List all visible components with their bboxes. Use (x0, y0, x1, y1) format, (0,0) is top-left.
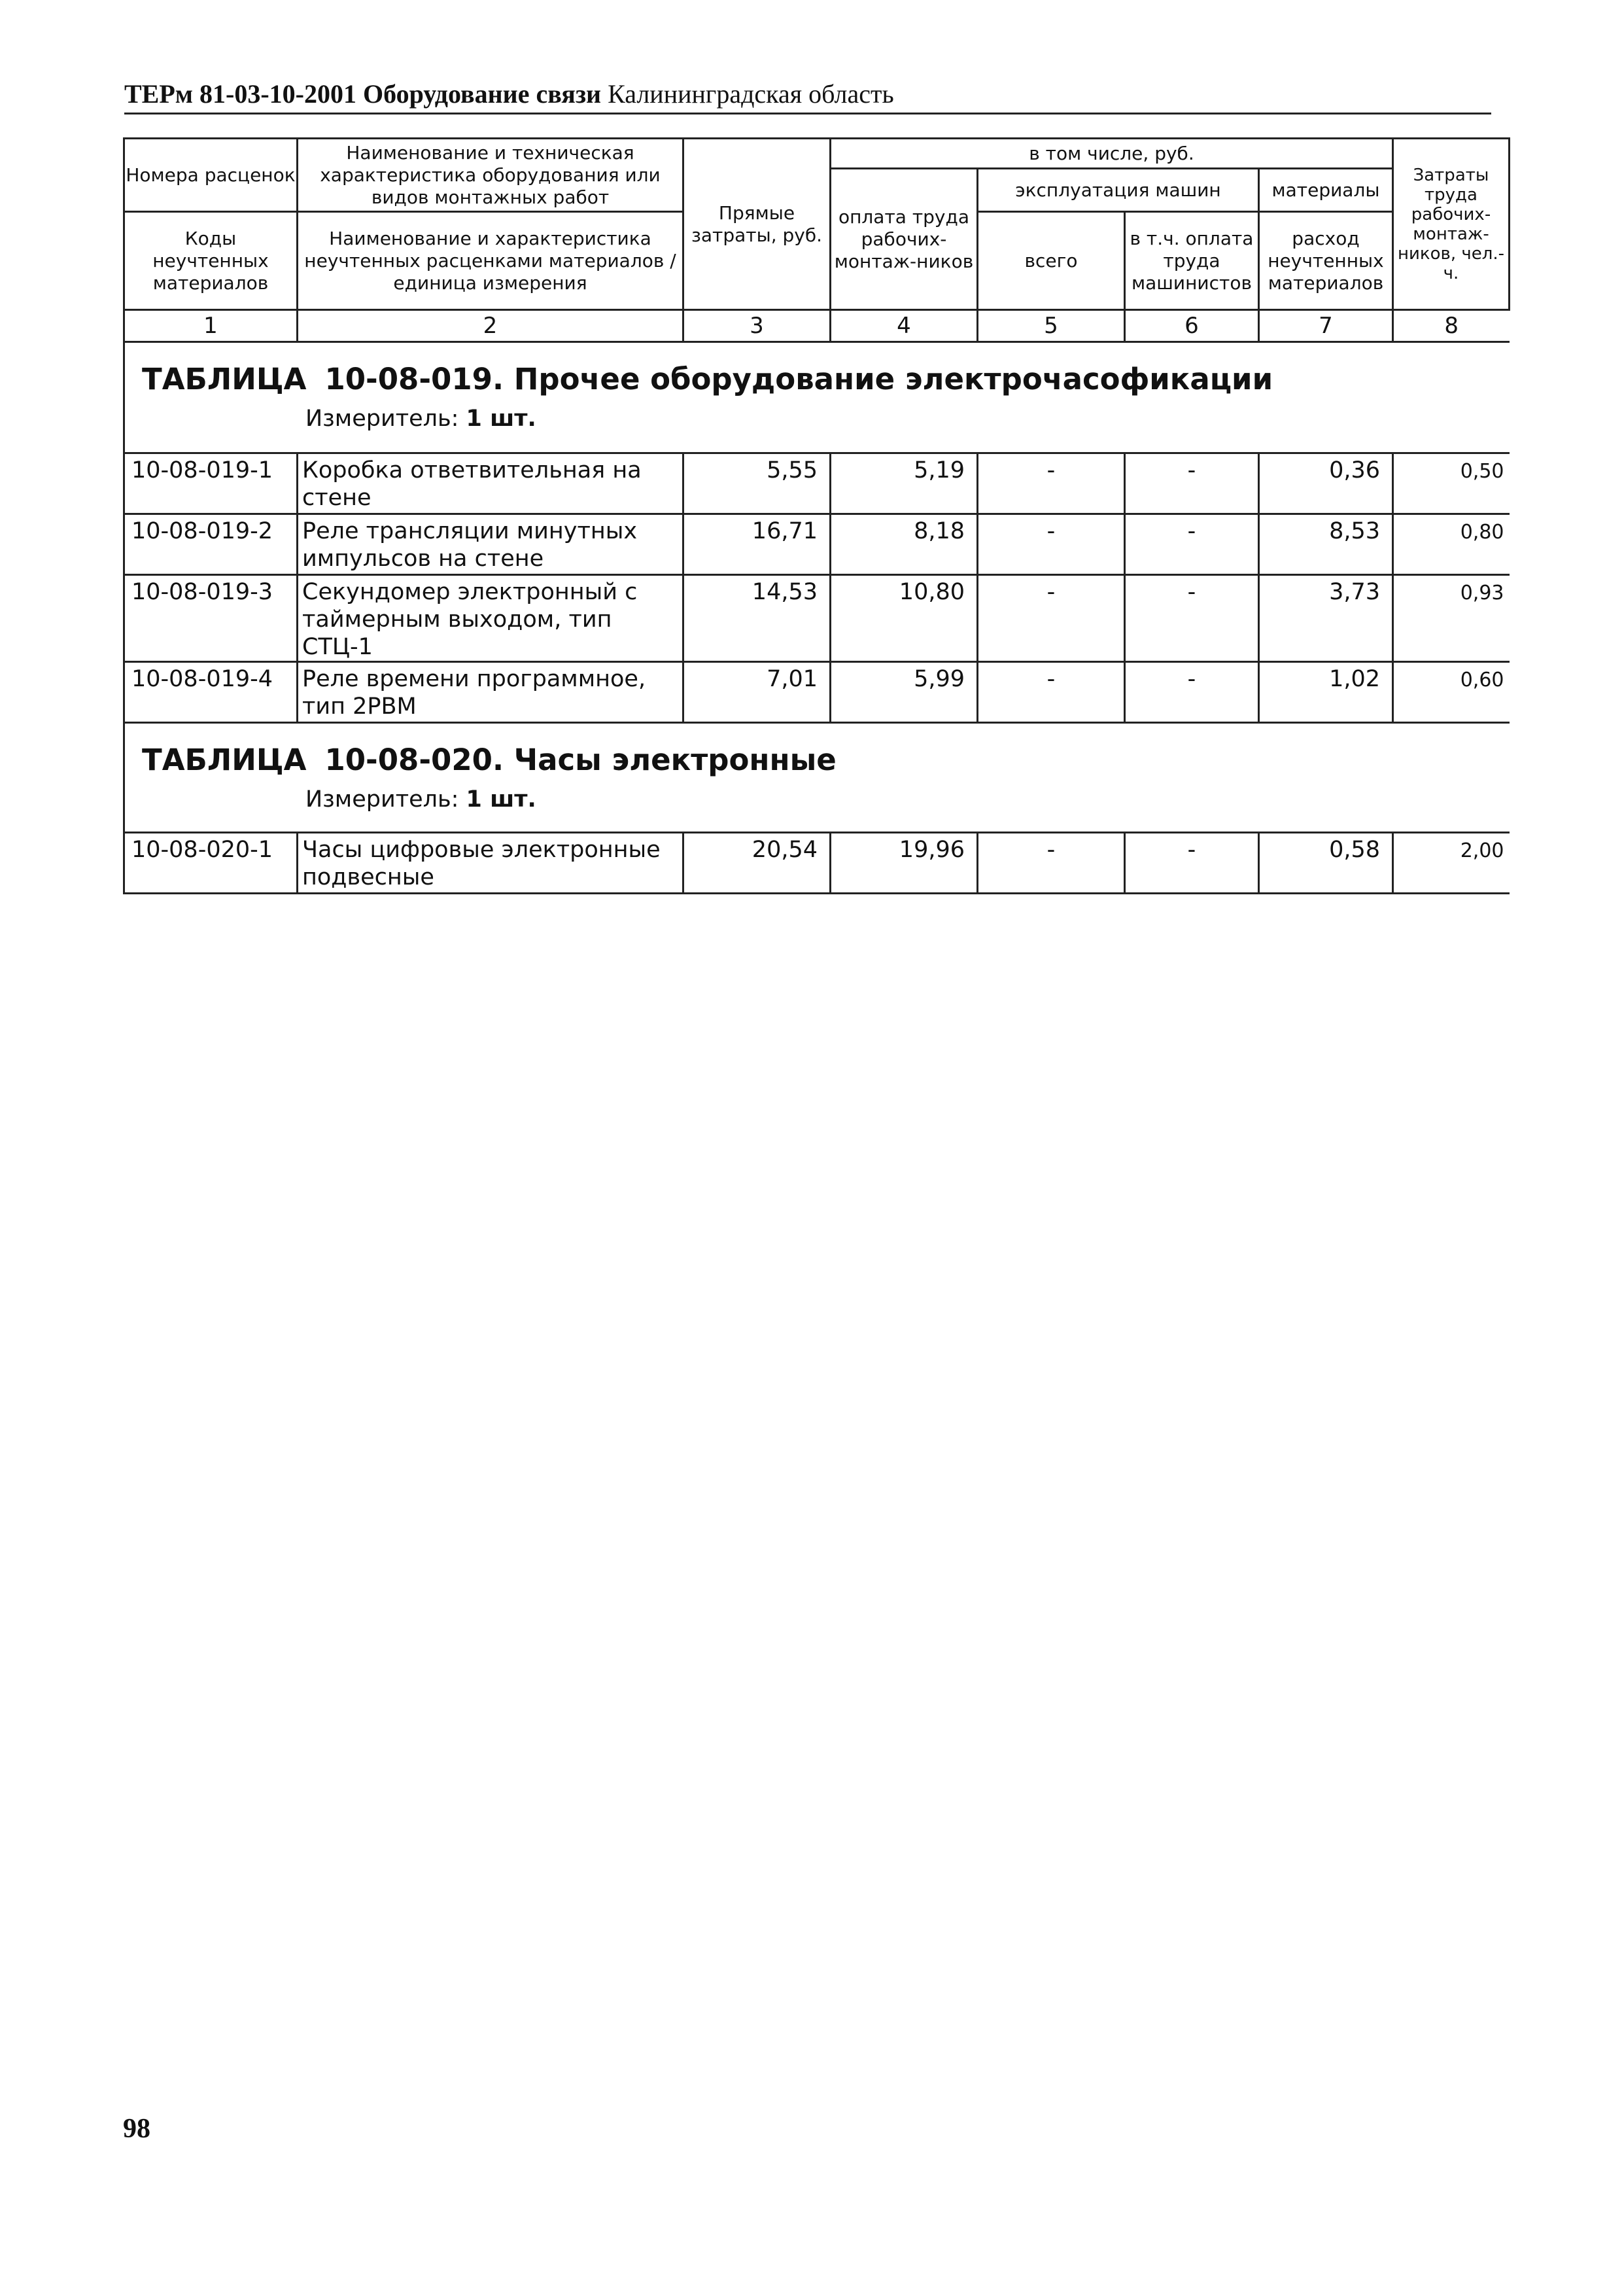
row-machinists-pay: - (1125, 662, 1259, 723)
column-number: 2 (298, 310, 683, 342)
table-row (124, 453, 1510, 514)
row-machines-total: - (978, 575, 1125, 662)
row-code: 10-08-019-4 (124, 662, 298, 723)
row-materials: 0,36 (1259, 453, 1393, 514)
row-machinists-pay: - (1125, 453, 1259, 514)
unit-value: 1 шт. (466, 406, 536, 432)
row-direct-costs: 14,53 (683, 575, 831, 662)
section-title (125, 724, 1510, 779)
column-number: 4 (831, 310, 978, 342)
row-name: Часы цифровые электронные подвесные (298, 833, 683, 894)
table-row (124, 514, 1510, 575)
row-machines-total: - (978, 453, 1125, 514)
row-name: Реле трансляции минутных импульсов на стене (298, 514, 683, 575)
col-header-zatraty: Затраты труда рабочих-монтаж-ников, чел.-ч. (1393, 139, 1510, 310)
row-direct-costs: 20,54 (683, 833, 831, 894)
column-number: 8 (1393, 310, 1510, 342)
row-code: 10-08-019-3 (124, 575, 298, 662)
section-title-text: Часы электронные (513, 743, 837, 777)
row-labor-hours: 0,93 (1393, 575, 1510, 662)
column-number: 7 (1259, 310, 1393, 342)
col-header-raskhod: расход неучтенных материалов (1259, 212, 1393, 310)
col-header-ekspluatatsiya: эксплуатация машин (978, 169, 1259, 212)
row-labor-pay: 5,19 (831, 453, 978, 514)
column-number: 5 (978, 310, 1125, 342)
row-labor-pay: 10,80 (831, 575, 978, 662)
row-machinists-pay: - (1125, 514, 1259, 575)
row-code: 10-08-019-2 (124, 514, 298, 575)
row-code: 10-08-020-1 (124, 833, 298, 894)
row-name: Реле времени программное, тип 2РВМ (298, 662, 683, 723)
row-labor-pay: 8,18 (831, 514, 978, 575)
row-machines-total: - (978, 514, 1125, 575)
section-title-prefix: ТАБЛИЦА (142, 362, 307, 396)
col-header-kody: Коды неучтенных материалов (124, 212, 298, 310)
row-code: 10-08-019-1 (124, 453, 298, 514)
section-title (125, 343, 1510, 398)
section-unit (125, 779, 1510, 814)
row-materials: 3,73 (1259, 575, 1393, 662)
table-row (124, 833, 1510, 894)
row-name: Коробка ответвительная на стене (298, 453, 683, 514)
row-labor-pay: 5,99 (831, 662, 978, 723)
col-header-oplata: оплата труда рабочих-монтаж-ников (831, 169, 978, 310)
section-title-number: 10-08-019. (324, 362, 504, 396)
row-machines-total: - (978, 662, 1125, 723)
section-title-number: 10-08-020. (324, 743, 504, 777)
row-labor-hours: 2,00 (1393, 833, 1510, 894)
row-labor-hours: 0,80 (1393, 514, 1510, 575)
col-header-nomera: Номера расценок (124, 139, 298, 212)
col-header-v-tom-chisle: в том числе, руб. (831, 139, 1393, 169)
table-row (124, 662, 1510, 723)
row-direct-costs: 7,01 (683, 662, 831, 723)
column-number: 1 (124, 310, 298, 342)
row-labor-hours: 0,50 (1393, 453, 1510, 514)
row-materials: 8,53 (1259, 514, 1393, 575)
section-title-row (124, 342, 1510, 453)
col-header-vsego: всего (978, 212, 1125, 310)
column-numbers-row (124, 310, 1510, 342)
row-materials: 0,58 (1259, 833, 1393, 894)
col-header-pryamye: Прямые затраты, руб. (683, 139, 831, 310)
col-header-naimenovanie: Наименование и техническая характеристика оборудования или видов монтажных работ (298, 139, 683, 212)
section-title-cell (124, 342, 1510, 453)
row-direct-costs: 5,55 (683, 453, 831, 514)
section-title-row (124, 723, 1510, 833)
row-direct-costs: 16,71 (683, 514, 831, 575)
row-labor-pay: 19,96 (831, 833, 978, 894)
column-number: 6 (1125, 310, 1259, 342)
section-unit (125, 398, 1510, 433)
col-header-materialy: материалы (1259, 169, 1393, 212)
page-header (124, 79, 1491, 114)
document-region: Калининградская область (608, 79, 894, 109)
row-machinists-pay: - (1125, 833, 1259, 894)
unit-label: Измеритель: (305, 406, 459, 432)
unit-value: 1 шт. (466, 786, 536, 813)
row-machinists-pay: - (1125, 575, 1259, 662)
section-title-prefix: ТАБЛИЦА (142, 743, 307, 777)
table-row (124, 575, 1510, 662)
section-title-cell (124, 723, 1510, 833)
row-name: Секундомер электронный с таймерным выходом, тип СТЦ-1 (298, 575, 683, 662)
page-number: 98 (123, 2114, 150, 2144)
row-machines-total: - (978, 833, 1125, 894)
col-header-v-tch: в т.ч. оплата труда машинистов (1125, 212, 1259, 310)
row-labor-hours: 0,60 (1393, 662, 1510, 723)
column-number: 3 (683, 310, 831, 342)
document-code: ТЕРм 81-03-10-2001 Оборудование связи (124, 79, 602, 109)
norms-table (123, 137, 1510, 894)
col-header-naimenovanie2: Наименование и характеристика неучтенных расценками материалов / единица измерения (298, 212, 683, 310)
unit-label: Измеритель: (305, 786, 459, 813)
section-title-text: Прочее оборудование электрочасофикации (513, 362, 1273, 396)
row-materials: 1,02 (1259, 662, 1393, 723)
